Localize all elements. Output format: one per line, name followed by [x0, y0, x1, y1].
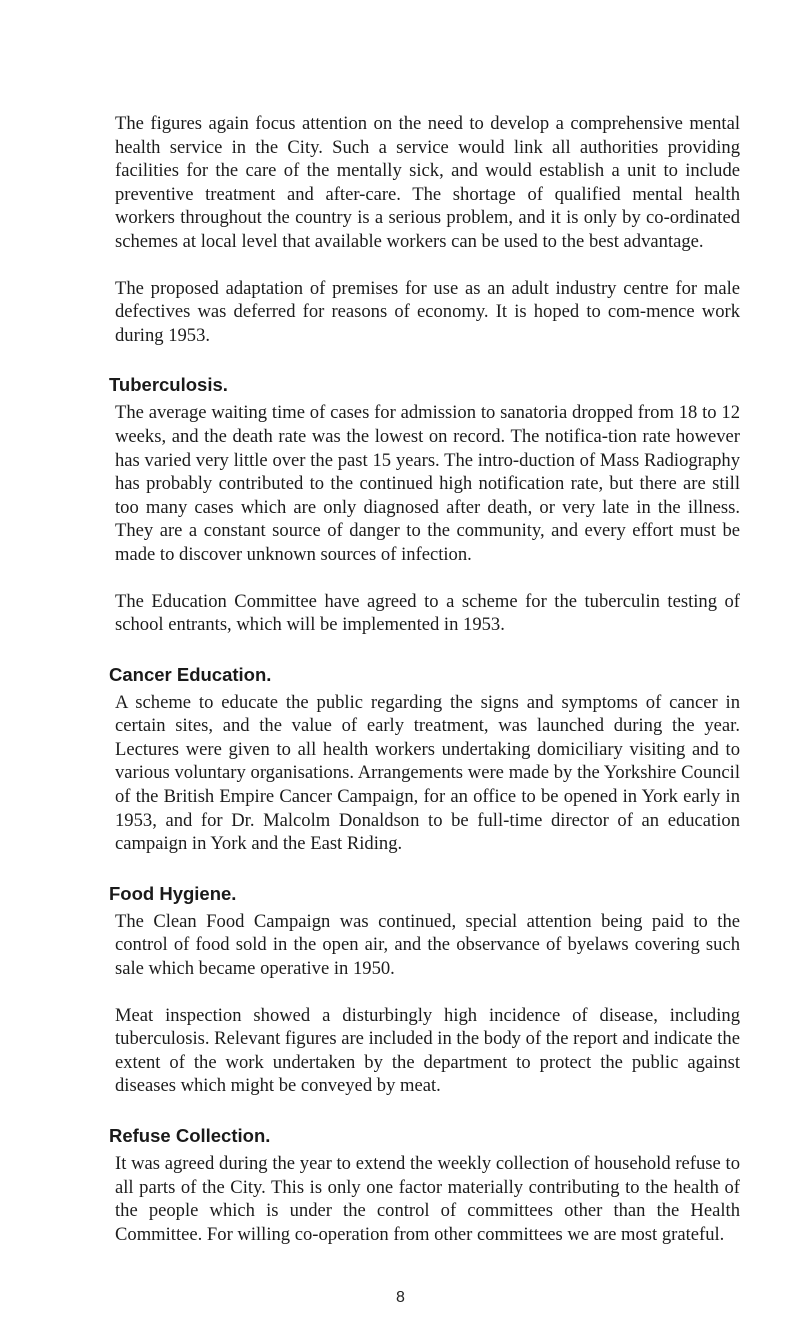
paragraph-meat-inspection: Meat inspection showed a disturbingly high incidence of disease, including tuberculosis. Relevant figures are included in the body of the report and indicate the extent of the work undertaken by the department to protect the public against diseases which might be conveyed by meat. [115, 1004, 740, 1097]
paragraph-tuberculin-testing: The Education Committee have agreed to a scheme for the tuberculin testing of school entrants, which will be implemented in 1953. [115, 590, 740, 636]
heading-refuse-collection: Refuse Collection. [109, 1125, 271, 1146]
paragraph-industry-centre: The proposed adaptation of premises for use as an adult industry centre for male defectives was deferred for reasons of economy. It is hoped to com-mence work during 1953. [115, 277, 740, 346]
heading-cancer-education: Cancer Education. [109, 663, 272, 685]
document-body [109, 112, 740, 1246]
heading-food-hygiene: Food Hygiene. [109, 882, 237, 904]
paragraph-tuberculosis-waiting-time: The average waiting time of cases for admission to sanatoria dropped from 18 to 12 weeks, and the death rate was the lowest on record. The notifica-tion rate however has varied very little over the past 15 years. The intro-duction of Mass Radiography has probably contributed to the continued high notification rate, but there are still too many cases which are only diagnosed after death, or very late in the illness. They are a constant source of danger to the community, and every effort must be made to discover unknown sources of infection. [115, 402, 740, 565]
paragraph-refuse-collection: It was agreed during the year to extend the weekly collection of household refuse to all parts of the City. This is only one factor materially contributing to the health of the people which is under the control of committees other than the Health Committee. For willing co-operation from other committees we are most grateful. [115, 1153, 740, 1245]
paragraph-mental-health-service: The figures again focus attention on the need to develop a comprehensive mental health service in the City. Such a service would link all authorities providing facilities for the care of the mentally sick, and would establish a unit to include preventive treatment and after-care. The shortage of qualified mental health workers throughout the country is a serious problem, and it is only by co-ordinated schemes at local level that available workers can be used to the best advantage. [115, 113, 740, 252]
paragraph-cancer-scheme: A scheme to educate the public regarding the signs and symptoms of cancer in certain sites, and the value of early treatment, was launched during the year. Lectures were given to all health workers undertaking domiciliary visiting and to various voluntary organisations. Arrangements were made by the Yorkshire Council of the British Empire Cancer Campaign, for an office to be opened in York early in 1953, and for Dr. Malcolm Donaldson to be full-time director of an education campaign in York and the East Riding. [115, 691, 740, 855]
paragraph-clean-food-campaign: The Clean Food Campaign was continued, special attention being paid to the control of food sold in the open air, and the observance of byelaws covering such sale which became operative in 1950. [115, 910, 740, 980]
heading-tuberculosis: Tuberculosis. [109, 374, 228, 396]
page-number: 8 [396, 1289, 405, 1306]
